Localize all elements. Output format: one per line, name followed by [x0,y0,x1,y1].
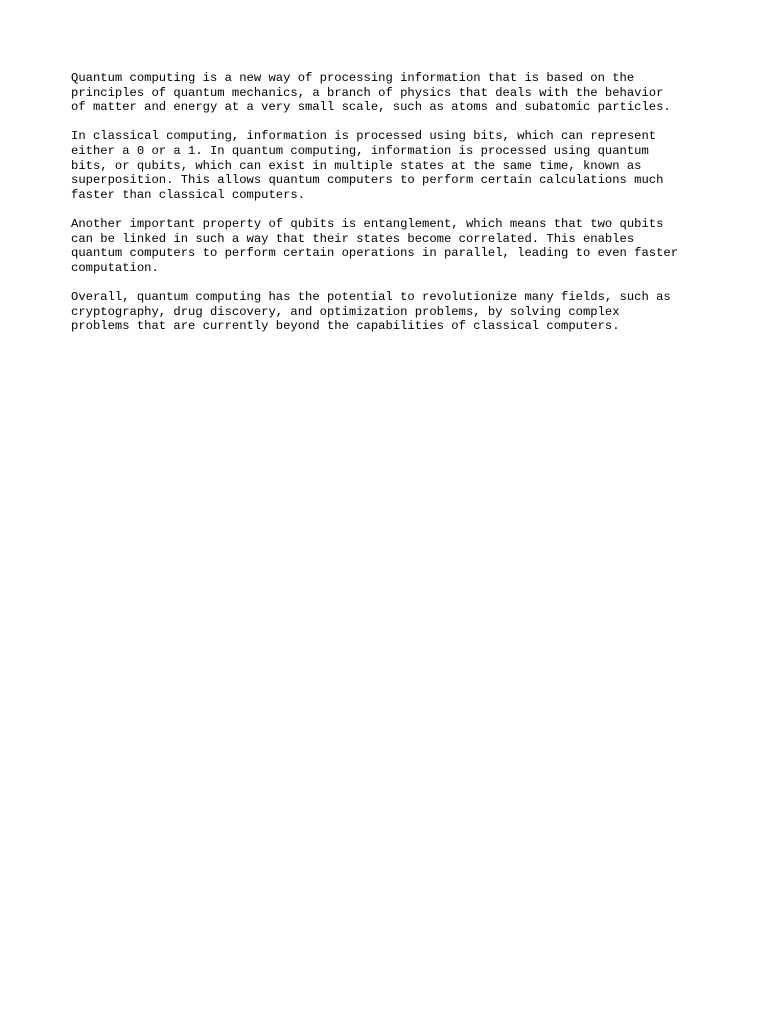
paragraph-entanglement: Another important property of qubits is entanglement, which means that two qubits can be linked in such a way that their states become correlated. This enables quantum computers to perform certain operations in parallel, leading to even faster computation. [71,216,679,275]
paragraph-classical-vs-quantum: In classical computing, information is processed using bits, which can represent either a 0 or a 1. In quantum computing, information is processed using quantum bits, or qubits, which can exist in multiple states at the same time, known as superposition. This allows quantum computers to perform certain calculations much faster than classical computers. [71,129,664,202]
document-page [71,71,711,348]
paragraph-intro: Quantum computing is a new way of processing information that is based on the principles of quantum mechanics, a branch of physics that deals with the behavior of matter and energy at a very small scale, such as atoms and subatomic particles. [71,71,671,115]
paragraph-overall: Overall, quantum computing has the potential to revolutionize many fields, such as cryptography, drug discovery, and optimization problems, by solving complex problems that are currently beyond the capabilities of classical computers. [71,289,671,334]
